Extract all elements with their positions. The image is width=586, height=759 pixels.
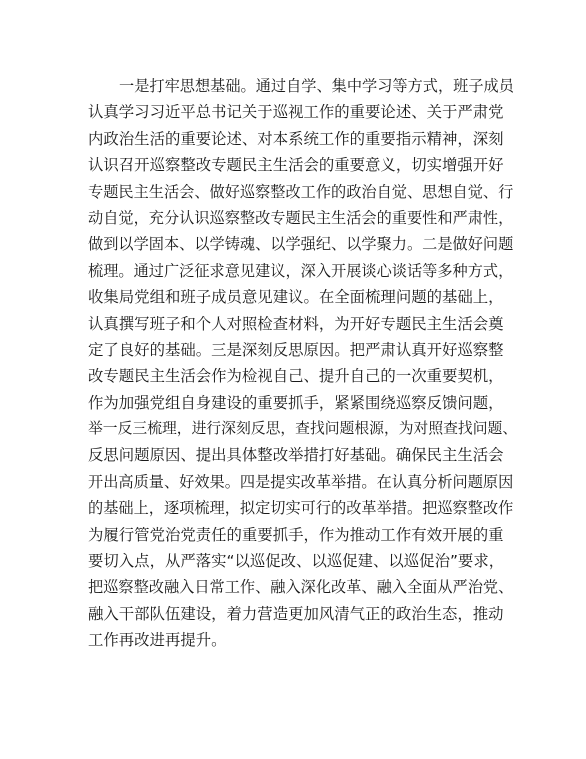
text-line: 做到以学固本、以学铸魂、以学强纪、以学聚力。二是做好问题: [88, 235, 514, 254]
text-line: 认真撰写班子和个人对照检查材料，为开好专题民主生活会奠: [88, 314, 504, 333]
text-line: 作为加强党组自身建设的重要抓手，紧紧围绕巡察反馈问题，: [88, 393, 504, 412]
text-line: 收集局党组和班子成员意见建议。在全面梳理问题的基础上，: [88, 288, 504, 307]
text-line: 开出高质量、好效果。四是提实改革举措。在认真分析问题原因: [88, 472, 514, 491]
text-line: 认识召开巡察整改专题民主生活会的重要意义，切实增强开好: [88, 156, 504, 175]
text-line: 为履行管党治党责任的重要抓手，作为推动工作有效开展的重: [88, 525, 504, 544]
text-line: 内政治生活的重要论述、对本系统工作的重要指示精神，深刻: [88, 129, 504, 148]
text-line: 认真学习习近平总书记关于巡视工作的重要论述、关于严肃党: [88, 103, 504, 122]
text-line: 反思问题原因、提出具体整改举措打好基础。确保民主生活会: [88, 446, 504, 465]
text-line: 要切入点，从严落实“以巡促改、以巡促建、以巡促治”要求，: [88, 552, 505, 571]
text-line: 改专题民主生活会作为检视自己、提升自己的一次重要契机，: [88, 367, 504, 386]
text-line: 专题民主生活会、做好巡察整改工作的政治自觉、思想自觉、行: [88, 182, 514, 201]
text-line: 的基础上，逐项梳理，拟定切实可行的改革举措。把巡察整改作: [88, 499, 514, 518]
text-line: 梳理。通过广泛征求意见建议，深入开展谈心谈话等多种方式，: [88, 261, 514, 280]
text-line: 动自觉，充分认识巡察整改专题民主生活会的重要性和严肃性，: [88, 208, 514, 227]
text-line: 把巡察整改融入日常工作、融入深化改革、融入全面从严治党、: [88, 578, 514, 597]
text-line: 一是打牢思想基础。通过自学、集中学习等方式，班子成员: [119, 77, 514, 95]
text-line: 定了良好的基础。三是深刻反思原因。把严肃认真开好巡察整: [88, 340, 504, 359]
paragraph: [88, 73, 518, 654]
text-line: 工作再改进再提升。: [88, 631, 227, 650]
text-line: 融入干部队伍建设，着力营造更加风清气正的政治生态，推动: [88, 604, 504, 623]
text-line: 举一反三梳理，进行深刻反思，查找问题根源，为对照查找问题、: [88, 420, 518, 438]
